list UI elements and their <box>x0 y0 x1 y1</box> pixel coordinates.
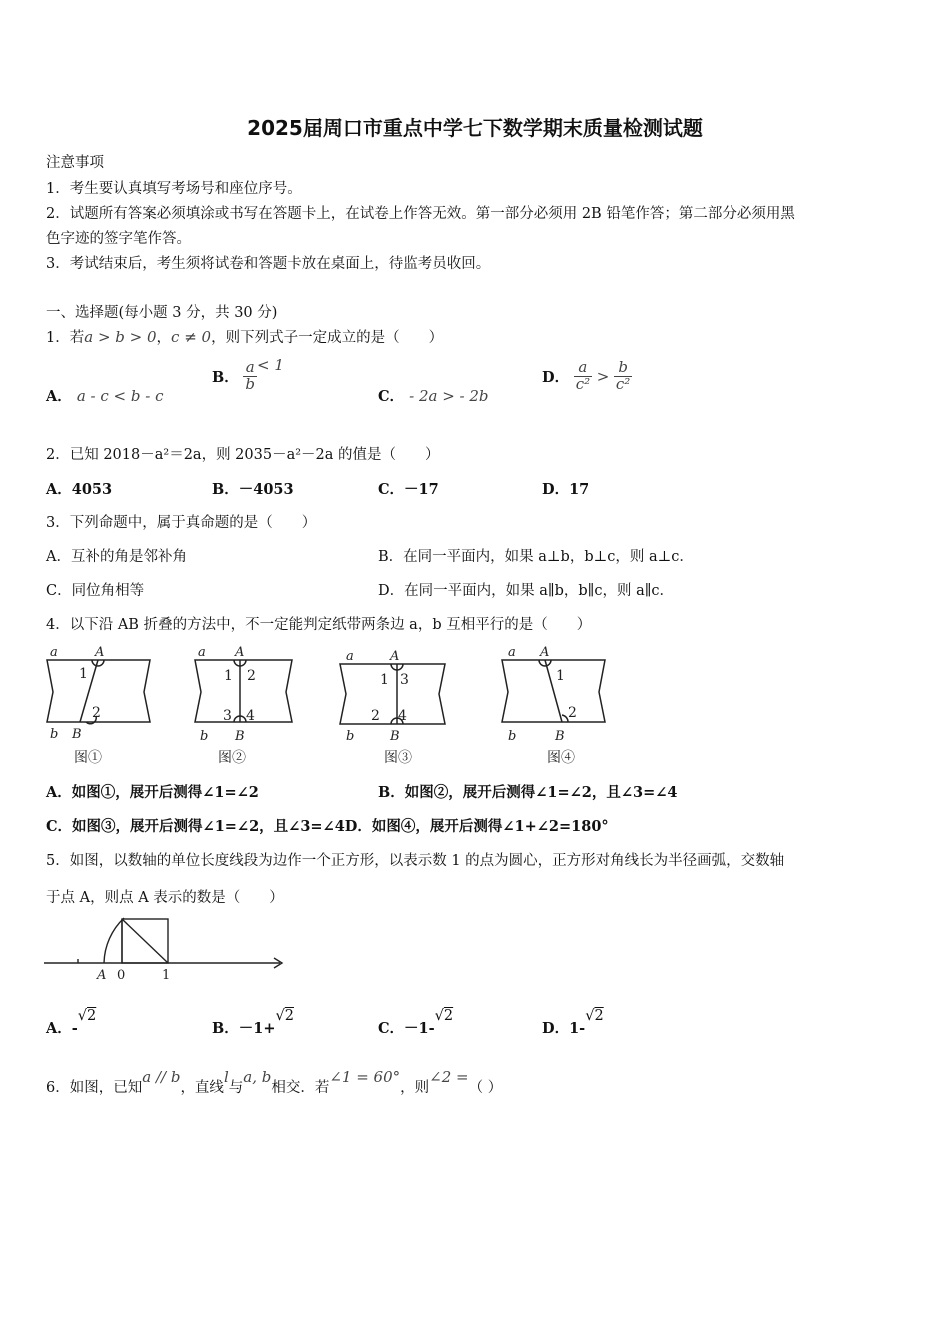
fig2-angle-3: 3 <box>223 708 232 724</box>
axis-label-A: A <box>97 968 107 983</box>
q1-option-b: B． $\frac{a}{b}$ < 1 <box>212 356 284 393</box>
q3-option-d: D．在同一平面内，如果 a∥b，b∥c，则 a∥c． <box>378 583 675 599</box>
q2-option-b: B．－4053 <box>212 481 294 498</box>
notice-item: 3．考试结束后，考生须将试卷和答题卡放在桌面上，待监考员收回。 <box>46 256 491 272</box>
section-heading: 一、选择题(每小题 3 分，共 30 分) <box>46 305 278 321</box>
q5-option-b: B．－1+√2 <box>212 1008 294 1037</box>
fig3-label-a: a <box>346 649 354 664</box>
fig3-angle-4: 4 <box>398 708 407 724</box>
fig4-label-a: a <box>508 645 516 660</box>
fig2-label-A: A <box>235 645 245 660</box>
fig1-angle-1: 1 <box>79 666 88 682</box>
fig4-angle-2: 2 <box>568 705 577 721</box>
q1-option-d: D． $\frac{a}{\text{c²}}$ > $\frac{b}{\text{c²}}$ <box>542 358 631 393</box>
question-4-stem: 4．以下沿 AB 折叠的方法中，不一定能判定纸带两条边 a，b 互相平行的是（ ） <box>46 617 592 633</box>
q3-option-b: B．在同一平面内，如果 a⊥b，b⊥c，则 a⊥c． <box>378 549 694 565</box>
fig3-label-b: b <box>346 729 355 744</box>
fig4-label-b: b <box>508 729 517 744</box>
q1-option-c: C． - 2a > - 2b <box>378 387 489 405</box>
fig4-label-B: B <box>555 729 565 744</box>
fig3-angle-2: 2 <box>371 708 380 724</box>
fig2-angle-1: 1 <box>224 668 233 684</box>
question-5-stem-cont: 于点 A，则点 A 表示的数是（ ） <box>46 890 284 906</box>
fig2-angle-4: 4 <box>246 708 255 724</box>
fig1-label-b: b <box>50 727 59 742</box>
figure-caption-4: 图④ <box>547 750 575 766</box>
fig2-label-b: b <box>200 729 209 744</box>
q4-option-b: B．如图②，展开后测得∠1=∠2，且∠3=∠4 <box>378 784 678 801</box>
figure-caption-3: 图③ <box>384 750 412 766</box>
q5-option-c: C．－1-√2 <box>378 1008 454 1037</box>
fig1-label-A: A <box>95 645 105 660</box>
fig4-angle-1: 1 <box>556 668 565 684</box>
q1-option-a: A． a - c < b - c <box>46 387 164 405</box>
notice-heading: 注意事项 <box>46 155 104 171</box>
fig3-angle-1: 1 <box>380 672 389 688</box>
q5-option-a: A．-√2 <box>46 1008 97 1037</box>
notice-item: 2．试题所有答案必须填涂或书写在答题卡上，在试卷上作答无效。第一部分必须用 2B 铅笔作答；第二部分必须用黑 <box>46 206 795 222</box>
q3-option-c: C．同位角相等 <box>46 583 145 599</box>
fig2-angle-2: 2 <box>247 668 256 684</box>
q5-option-d: D．1-√2 <box>542 1008 604 1037</box>
fig1-label-B: B <box>72 727 82 742</box>
q2-option-d: D．17 <box>542 481 590 498</box>
fig3-angle-3: 3 <box>400 672 409 688</box>
question-2-stem: 2．已知 2018－a²＝2a，则 2035－a²－2a 的值是（ ） <box>46 447 440 463</box>
notice-item: 色字迹的签字笔作答。 <box>46 231 191 247</box>
fig3-label-B: B <box>390 729 400 744</box>
fold-figures <box>40 642 620 770</box>
notice-item: 1．考生要认真填写考场号和座位序号。 <box>46 181 302 197</box>
fig1-label-a: a <box>50 645 58 660</box>
page-title: 2025届周口市重点中学七下数学期末质量检测试题 <box>247 116 703 140</box>
question-3-stem: 3．下列命题中，属于真命题的是（ ） <box>46 515 317 531</box>
fig2-label-a: a <box>198 645 206 660</box>
fig4-label-A: A <box>540 645 550 660</box>
axis-label-1: 1 <box>162 968 171 983</box>
question-6-stem: 6．如图，已知a // b，直线l与a, b相交．若∠1 = 60°，则∠2 =（ ） <box>46 1068 503 1096</box>
figure-caption-1: 图① <box>74 750 102 766</box>
number-line-figure <box>42 912 288 984</box>
q4-option-cd: C．如图③，展开后测得∠1=∠2，且∠3=∠4D．如图④，展开后测得∠1+∠2=180° <box>46 818 609 835</box>
axis-label-0: 0 <box>117 968 126 983</box>
fig1-angle-2: 2 <box>92 705 101 721</box>
question-5-stem: 5．如图，以数轴的单位长度线段为边作一个正方形，以表示数 1 的点为圆心，正方形对角线长为半径画弧，交数轴 <box>46 853 785 869</box>
q4-option-a: A．如图①，展开后测得∠1=∠2 <box>46 784 259 801</box>
question-1-stem: 1．若a > b > 0，c ≠ 0，则下列式子一定成立的是（ ） <box>46 328 444 346</box>
figure-caption-2: 图② <box>218 750 246 766</box>
fig2-label-B: B <box>235 729 245 744</box>
q2-option-c: C．－17 <box>378 481 439 498</box>
q3-option-a: A．互补的角是邻补角 <box>46 549 187 565</box>
q2-option-a: A．4053 <box>46 481 113 498</box>
fig3-label-A: A <box>390 649 400 664</box>
